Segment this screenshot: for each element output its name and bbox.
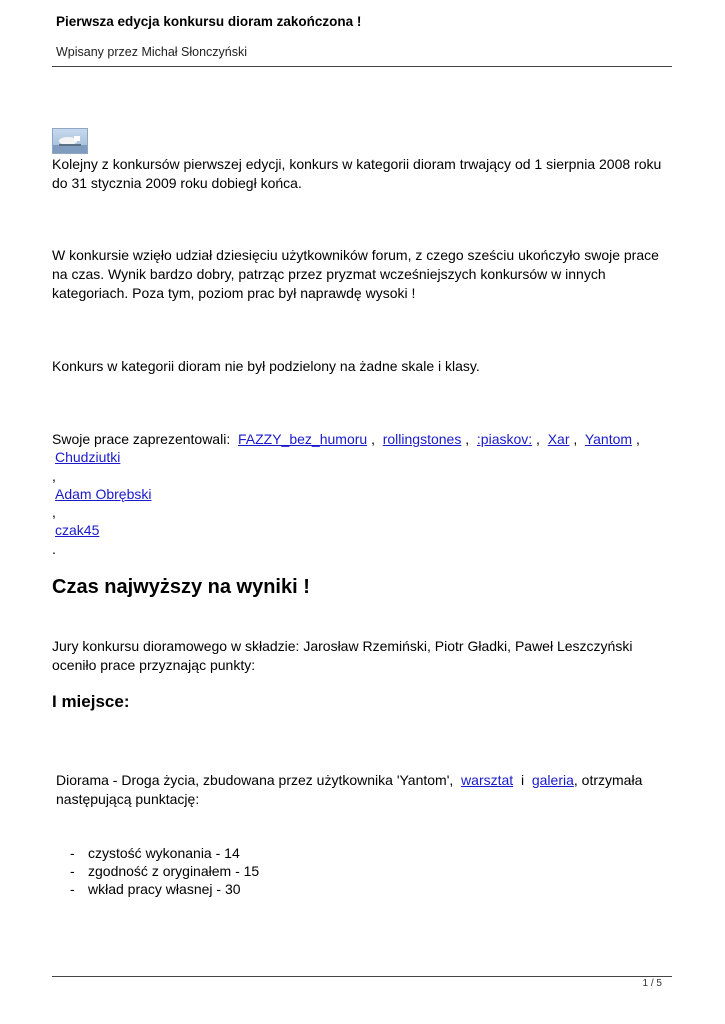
workshop-link[interactable]: warsztat bbox=[461, 772, 514, 788]
footer-divider bbox=[52, 976, 672, 977]
score-label: czystość wykonania - 14 bbox=[88, 845, 240, 861]
participant-row bbox=[55, 485, 151, 504]
first-place-text-end: , otrzymała następującą punktację: bbox=[56, 772, 643, 807]
first-place-text: Diorama - Droga życia, zbudowana przez użytkownika 'Yantom', bbox=[56, 772, 454, 788]
gallery-link[interactable]: galeria bbox=[531, 772, 574, 788]
list-item bbox=[70, 862, 259, 880]
first-place-heading: I miejsce: bbox=[52, 692, 130, 711]
participant-link-piaskov[interactable]: :piaskov: bbox=[476, 431, 533, 447]
participants-label: Swoje prace zaprezentowali: bbox=[52, 431, 231, 447]
separator: , bbox=[635, 431, 640, 447]
participant-link-czak45[interactable]: czak45 bbox=[55, 522, 100, 538]
separator: , bbox=[371, 431, 375, 447]
jury-paragraph: Jury konkursu dioramowego w składzie: Jarosław Rzemiński, Piotr Gładki, Paweł Leszczyński oceniło prace przyznając punkty: bbox=[52, 638, 633, 673]
conjunction-text: i bbox=[520, 772, 525, 788]
list-dash: - bbox=[70, 881, 75, 897]
first-place-paragraph bbox=[52, 771, 674, 809]
participation-paragraph: W konkursie wzięło udział dziesięciu użytkowników forum, z czego sześciu ukończyło swoje prace na czas. Wynik bardzo dobry, patrząc przez pryzmat wcześniejszych konkursów w innych kategoriach. Poza tym, poziom prac był naprawdę wysoki ! bbox=[52, 247, 659, 301]
page-title: Pierwsza edycja konkursu dioram zakończona ! bbox=[56, 14, 362, 29]
participant-link-chudziutki[interactable]: Chudziutki bbox=[55, 449, 121, 465]
results-heading: Czas najwyższy na wyniki ! bbox=[52, 576, 310, 598]
intro-paragraph: Kolejny z konkursów pierwszej edycji, konkurs w kategorii dioram trwający od 1 sierpnia 2008 roku do 31 stycznia 2009 roku dobiegł końca. bbox=[52, 156, 662, 191]
participant-link-adam-obrebski[interactable]: Adam Obrębski bbox=[55, 486, 152, 502]
separator: , bbox=[52, 504, 56, 520]
diorama-thumbnail-image[interactable] bbox=[52, 128, 88, 154]
list-dash: - bbox=[70, 863, 75, 879]
separator: , bbox=[465, 431, 470, 447]
separator: , bbox=[573, 431, 578, 447]
participant-row bbox=[55, 448, 120, 467]
score-label: zgodność z oryginałem - 15 bbox=[88, 863, 260, 879]
header-divider bbox=[52, 66, 672, 67]
participants-line bbox=[52, 430, 640, 449]
participant-link-fazzy[interactable]: FAZZY_bez_humoru bbox=[238, 431, 368, 447]
list-item bbox=[70, 880, 259, 898]
participant-link-xar[interactable]: Xar bbox=[547, 431, 570, 447]
scales-paragraph: Konkurs w kategorii dioram nie był podzielony na żadne skale i klasy. bbox=[52, 358, 480, 374]
participant-link-yantom[interactable]: Yantom bbox=[584, 431, 633, 447]
list-dash: - bbox=[70, 845, 75, 861]
list-item bbox=[70, 844, 259, 862]
participant-row bbox=[55, 521, 99, 540]
score-label: wkład pracy własnej - 30 bbox=[88, 881, 241, 897]
participant-link-rollingstones[interactable]: rollingstones bbox=[382, 431, 462, 447]
separator: , bbox=[52, 468, 56, 484]
author-line: Wpisany przez Michał Słonczyński bbox=[56, 45, 248, 59]
page-number: 1 / 5 bbox=[642, 978, 662, 989]
score-list bbox=[70, 844, 259, 898]
list-end-dot: . bbox=[52, 541, 56, 557]
separator: , bbox=[536, 431, 540, 447]
